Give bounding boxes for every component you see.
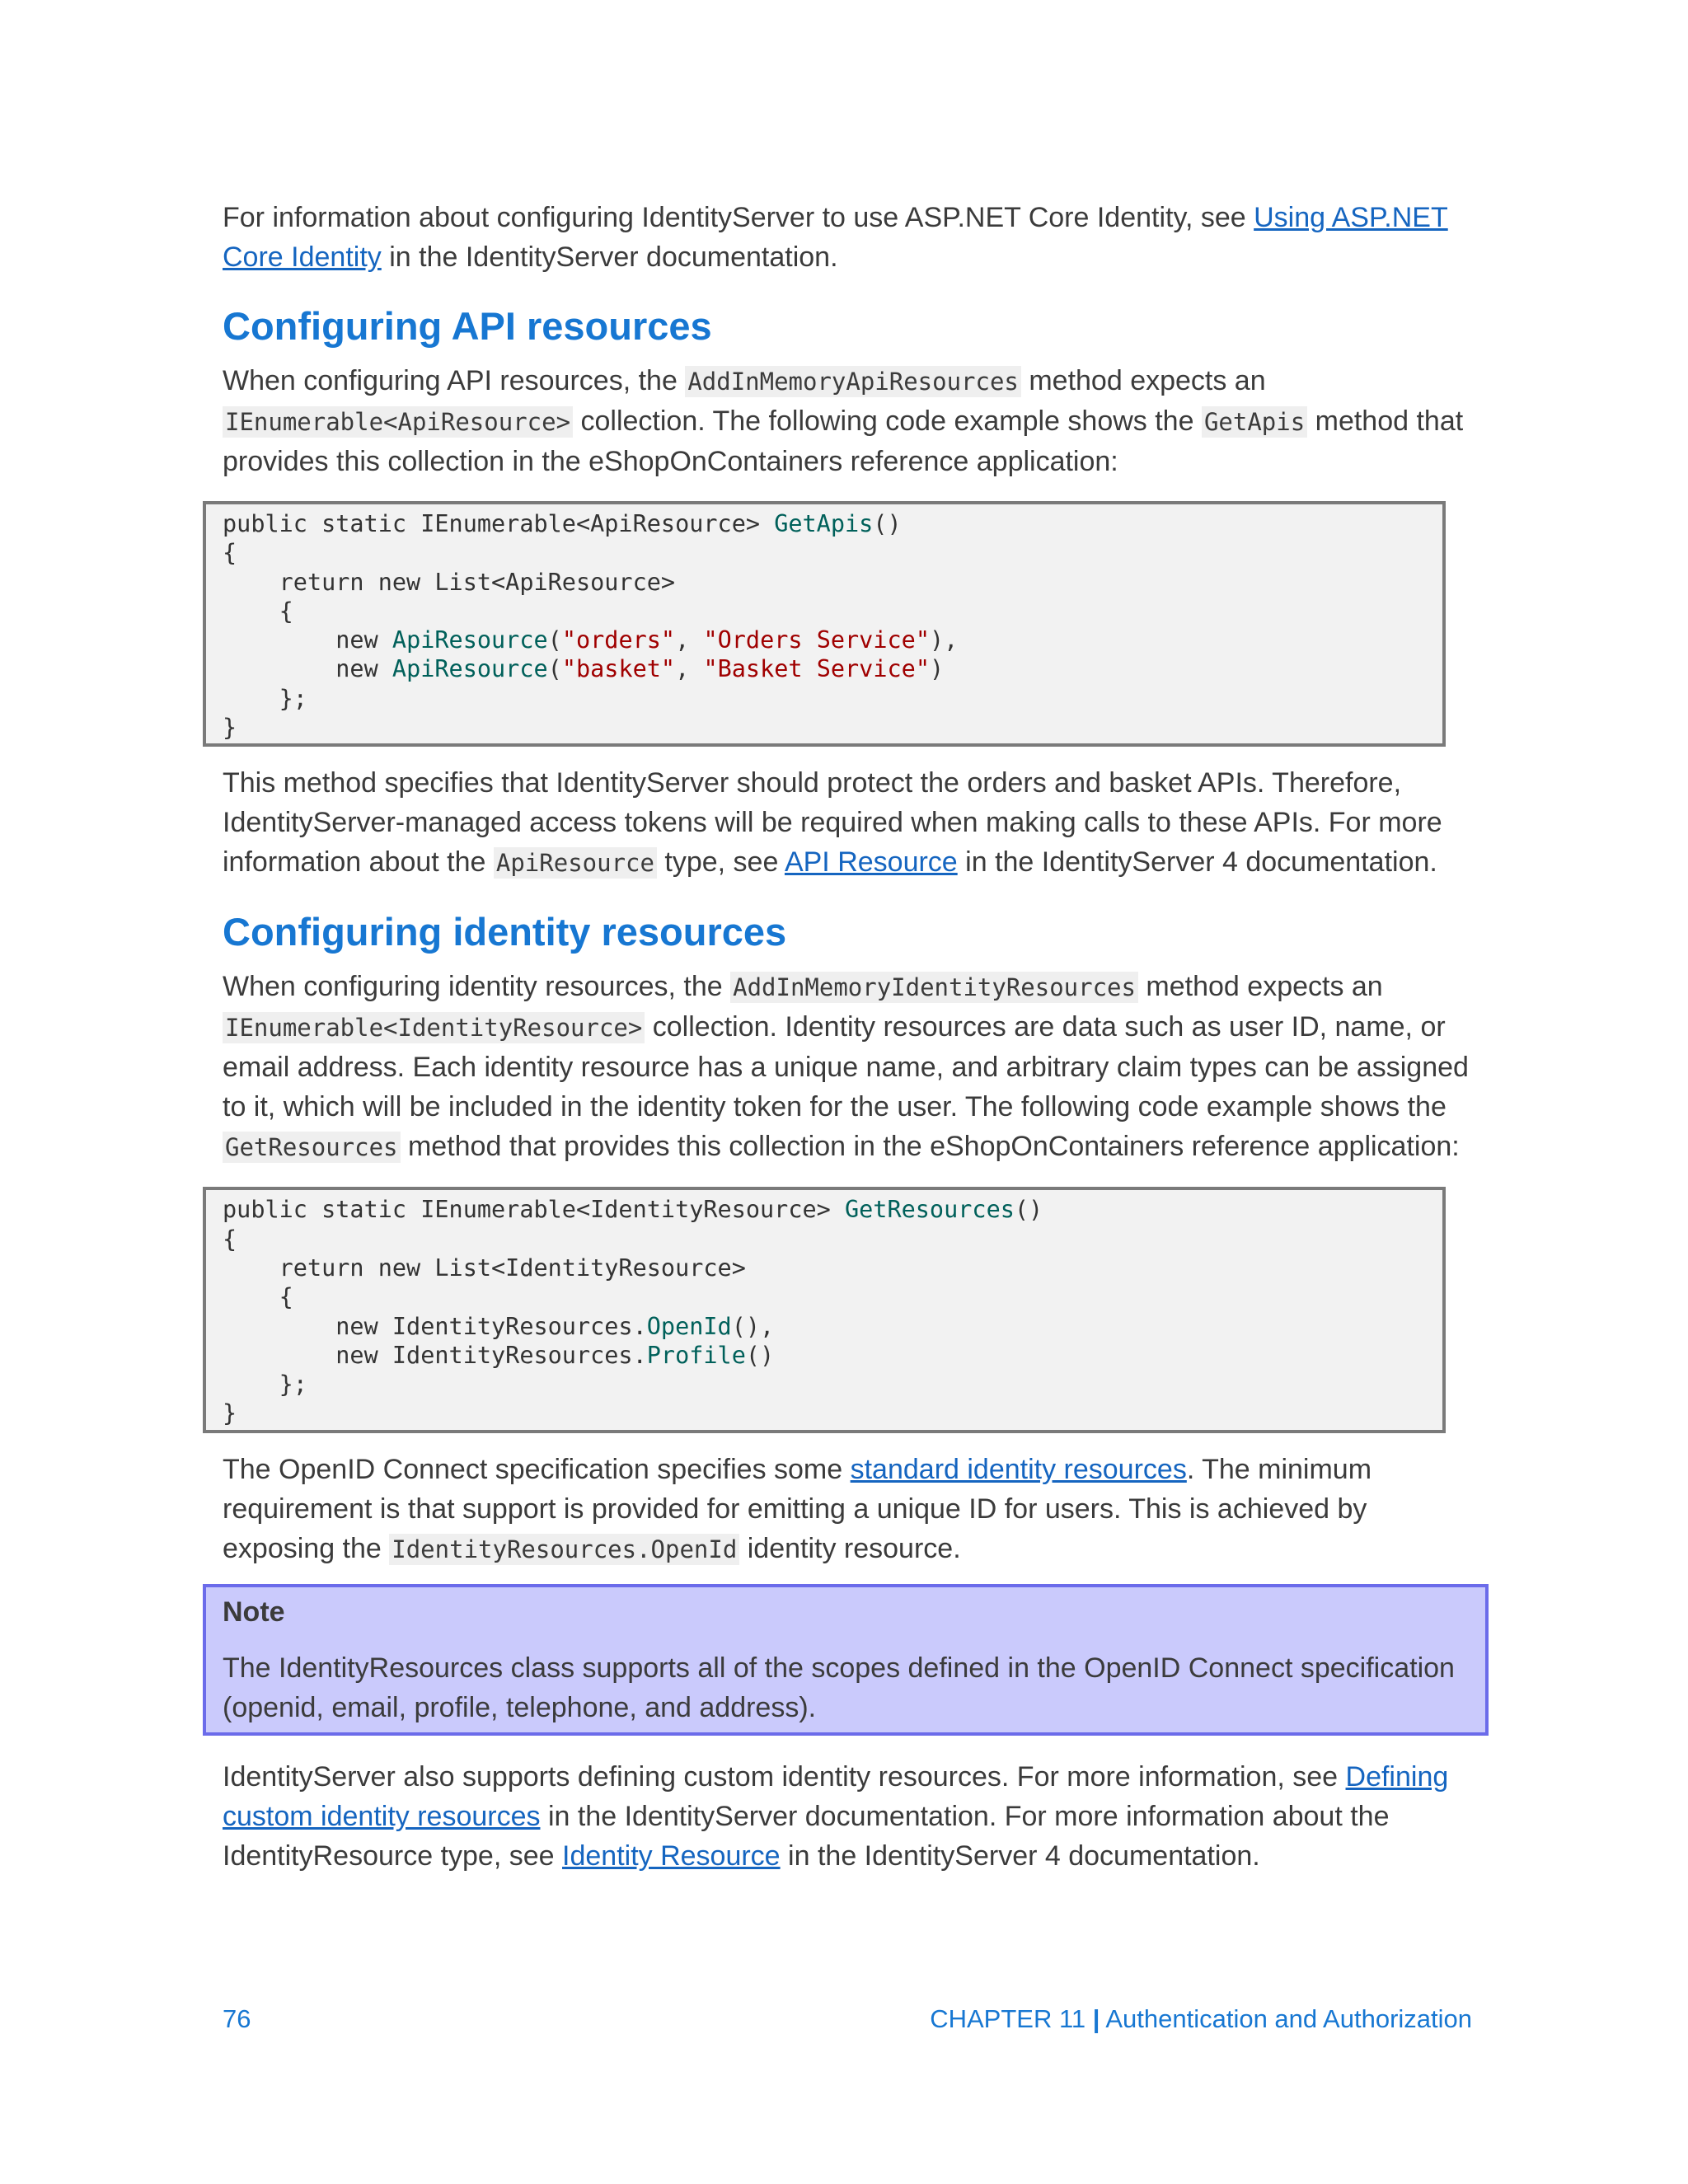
code-block-getresources: public static IEnumerable<IdentityResource> GetResources() { return new List<IdentityResource> { new IdentityResources.OpenId(), new IdentityResources.Profile() }; } [203, 1187, 1446, 1432]
defining-custom-identity-resources-link[interactable]: Defining custom identity resources [223, 1760, 1449, 1832]
inline-code: IEnumerable<ApiResource> [223, 406, 573, 438]
inline-code: GetResources [223, 1132, 401, 1163]
page-number: 76 [223, 2004, 251, 2033]
code-block-getapis: public static IEnumerable<ApiResource> GetApis() { return new List<ApiResource> { new ApiResource("orders", "Orders Service"), new ApiResource("basket", "Basket Service") }; } [203, 501, 1446, 747]
note-callout [203, 1584, 1489, 1736]
document-page [223, 198, 1475, 1876]
inline-code: ApiResource [494, 847, 657, 879]
intro-paragraph: For information about configuring IdentityServer to use ASP.NET Core Identity, see Using ASP.NET Core Identity in the IdentityServer documentation. [223, 202, 1448, 273]
api-resources-paragraph: When configuring API resources, the AddInMemoryApiResources method expects an IEnumerable<ApiResource> collection. The following code example shows the GetApis method that provides this collection in the eShopOnContainers reference application: [223, 365, 1464, 477]
standard-identity-resources-link[interactable]: standard identity resources [850, 1453, 1187, 1485]
inline-code: AddInMemoryApiResources [685, 366, 1021, 397]
custom-identity-paragraph: IdentityServer also supports defining custom identity resources. For more information, see Defining custom identity resources in the IdentityServer documentation. For more information about the IdentityResource type, see Identity Resource in the IdentityServer 4 documentation. [223, 1760, 1449, 1872]
inline-code: AddInMemoryIdentityResources [730, 972, 1138, 1003]
inline-code: IEnumerable<IdentityResource> [223, 1012, 645, 1043]
using-aspnet-core-identity-link[interactable]: Using ASP.NET Core Identity [223, 202, 1448, 273]
identity-resource-link[interactable]: Identity Resource [562, 1840, 781, 1872]
openid-paragraph: The OpenID Connect specification specifies some standard identity resources. The minimum requirement is that support is provided for emitting a unique ID for users. This is achieved by exposing the IdentityResources.OpenId identity resource. [223, 1453, 1372, 1564]
inline-code: GetApis [1202, 406, 1307, 438]
heading-configuring-identity-resources: Configuring identity resources [223, 910, 787, 954]
api-resource-link[interactable]: API Resource [784, 846, 958, 879]
api-protect-paragraph: This method specifies that IdentityServer should protect the orders and basket APIs. Therefore, IdentityServer-managed access tokens will be required when making calls to these APIs. For more information about the ApiResource type, see API Resource in the IdentityServer 4 documentation. [223, 767, 1442, 879]
chapter-label: CHAPTER 11 | Authentication and Authorization [930, 2004, 1472, 2033]
identity-resources-paragraph: When configuring identity resources, the AddInMemoryIdentityResources method expects an IEnumerable<IdentityResource> collection. Identity resources are data such as user ID, name, or email address. Each identity resource has a unique name, and arbitrary claim types can be assigned to it, which will be included in the identity token for the user. The following code example shows the GetResources method that provides this collection in the eShopOnContainers reference application: [223, 971, 1469, 1163]
note-body: The IdentityResources class supports all of the scopes defined in the OpenID Connect specification (openid, email, profile, telephone, and address). [223, 1652, 1455, 1723]
inline-code: IdentityResources.OpenId [389, 1534, 739, 1565]
note-title: Note [223, 1596, 285, 1628]
heading-configuring-api-resources: Configuring API resources [223, 304, 712, 348]
page-footer [223, 2003, 1472, 2036]
